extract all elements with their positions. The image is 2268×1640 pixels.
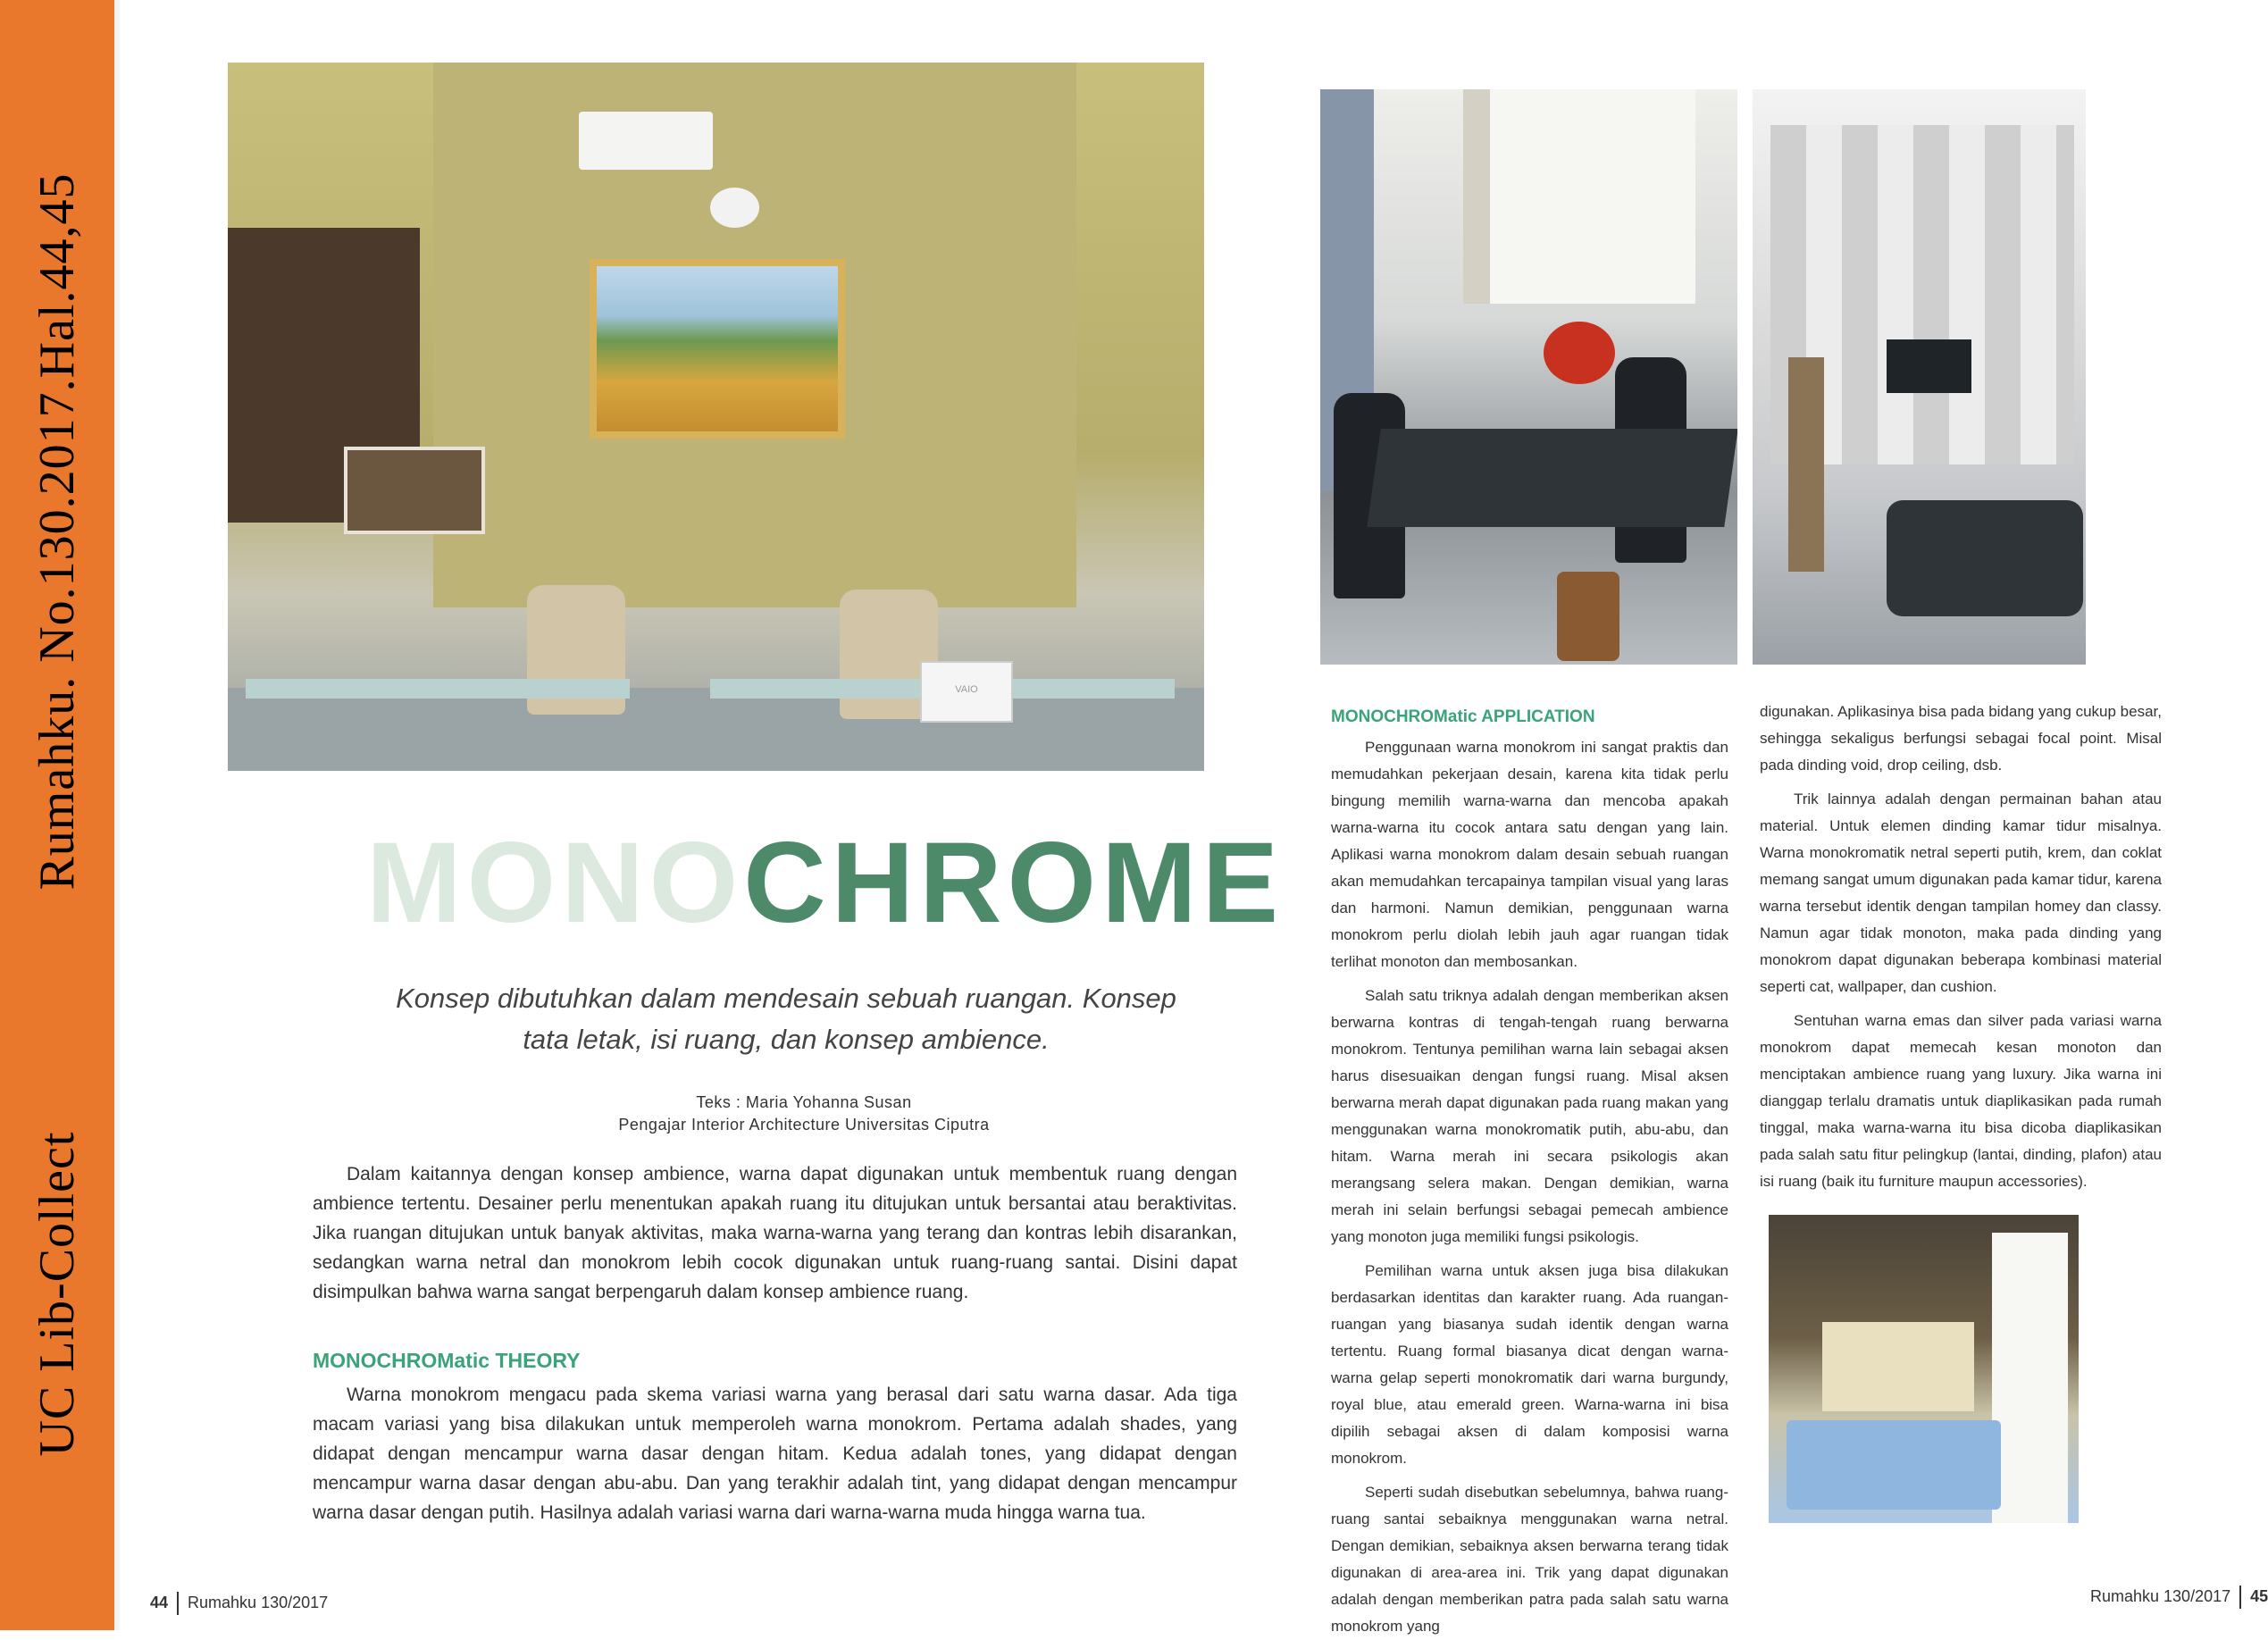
heading-theory: MONOCHROMatic THEORY [313, 1349, 581, 1372]
column-paragraph: Trik lainnya adalah dengan permainan bahan atau material. Untuk elemen dinding kamar tidur misalnya. Warna monokromatik netral seperti putih, krem, dan coklat memang sangat umum digunakan pada kamar tidur, karena warna tersebut identik dengan tampilan homey dan classy. Namun agar tidak monoton, maka pada dinding yang monokrom dapat digunakan beberapa kombinasi material seperti cat, wallpaper, dan cushion. [1760, 791, 2162, 995]
column-paragraph: Sentuhan warna emas dan silver pada variasi warna monokrom dapat memecah kesan monoton dan menciptakan ambience ruang yang luxury. Jika warna ini dianggap terlalu dramatis untuk diaplikasikan pada rumah tinggal, maka warna-warna itu bisa dicoba diaplikasikan pada salah satu fitur pelingkup (lantai, dinding, plafon) atau isi ruang (baik itu furniture maupun accessories). [1760, 1012, 2162, 1190]
office-photo [228, 63, 1204, 771]
column-paragraph: digunakan. Aplikasinya bisa pada bidang yang cukup besar, sehingga sekaligus berfungsi sebagai focal point. Misal pada dinding void, drop ceiling, dsb. [1760, 703, 2162, 774]
red-flowers [1544, 322, 1615, 384]
magazine-issue-left: Rumahku 130/2017 [188, 1593, 329, 1611]
title-light-part: MONO [366, 819, 744, 947]
leather-sofa [1887, 500, 2083, 616]
blue-bed [1787, 1420, 2001, 1510]
heading-application: MONOCHROMatic APPLICATION [1331, 707, 1595, 726]
archive-sidebar [0, 0, 114, 1630]
sidebar-edge [114, 0, 120, 1630]
laptop-brand: VAIO [955, 684, 978, 695]
footer-divider [2239, 1586, 2241, 1609]
application-paragraph: Pemilihan warna untuk aksen juga bisa dilakukan berdasarkan identitas dan karakter ruang. Ada ruangan-ruangan yang biasanya sudah identik dengan warna tertentu. Ruang formal biasanya dicat dengan warna-warna gelap seperti monokromatik dari warna burgundy, royal blue, atau emerald green. Warna-warna ini bisa dipilih sebagai aksen di dalam komposisi warna monokrom. [1331, 1262, 1728, 1467]
application-paragraph: Seperti sudah disebutkan sebelumnya, bahwa ruang-ruang santai sebaiknya menggunakan warna netral. Dengan demikian, sebaiknya aksen berwarna terang tidak digunakan di area-area ini. Trik yang dapat digunakan adalah dengan memberikan patra pada salah satu warna monokrom yang [1331, 1484, 1728, 1635]
third-column [1760, 699, 2162, 1195]
air-conditioner [579, 112, 713, 170]
application-paragraph: Salah satu triknya adalah dengan memberikan aksen berwarna kontras di tengah-tengah ruang berwarna monokrom. Tentunya pemilihan warna lain sebagai aksen harus disesuaikan dengan fungsi ruang. Misal aksen berwarna merah dapat digunakan pada ruang makan yang menggunakan warna monokromatik putih, abu-abu, dan hitam. Warna merah ini secara psikologis akan merangsang selera makan. Dengan demikian, warna merah ini selain berfungsi sebagai pemecah ambience yang monoton juga memiliki fungsi psikologis. [1331, 987, 1728, 1245]
footer-divider [177, 1592, 179, 1615]
kitchen-cabinet [1463, 89, 1695, 304]
paragraph-ambience: Dalam kaitannya dengan konsep ambience, warna dapat digunakan untuk membentuk ruang dengan ambience tertentu. Desainer perlu menentukan apakah ruang itu ditujukan untuk bersantai atau beraktivitas. Jika ruangan ditujukan untuk banyak aktivitas, maka warna-warna yang terang dan kontras lebih disarankan, sedangkan warna netral dan monokrom lebih cocok digunakan untuk ruang-ruang santai. Disini dapat disimpulkan bahwa warna sangat berpengaruh dalam konsep ambience ruang. [313, 1164, 1237, 1302]
article-title [366, 819, 1285, 947]
page-number-left: 44 [150, 1593, 169, 1611]
application-column [1331, 734, 1728, 1640]
application-paragraph: Penggunaan warna monokrom ini sangat praktis dan memudahkan pekerjaan desain, karena kita tidak perlu bingung memilih warna-warna dan mencoba apakah warna-warna itu cocok antara satu dengan yang lain. Aplikasi warna monokrom dalam desain sebuah ruangan akan memudahkan tercapainya tampilan visual yang laras dan harmoni. Namun demikian, penggunaan warna monokrom perlu diolah lebih jauh agar ruangan tidak terlihat monoton dan membosankan. [1331, 739, 1728, 970]
author-line: Teks : Maria Yohanna Susan [696, 1093, 912, 1111]
wood-stool [1557, 572, 1619, 661]
decor-stand [1788, 357, 1824, 572]
paragraph-theory: Warna monokrom mengacu pada skema variasi warna yang berasal dari satu warna dasar. Ada tiga macam variasi yang bisa dilakukan untuk memperoleh warna monokrom. Pertama adalah shades, yang didapat dengan mencampur warna dasar dengan hitam. Kedua adalah tones, yang didapat dengan mencampur warna dasar dengan abu-abu. Dan yang terakhir adalah tint, yang didapat dengan mencampur warna dasar dengan putih. Hasilnya adalah variasi warna dari warna-warna muda hingga warna tua. [313, 1385, 1237, 1523]
glass-desk-left [246, 679, 630, 699]
rice-field-painting [590, 259, 845, 439]
headboard [1822, 1322, 1974, 1411]
author-credit [572, 1092, 1036, 1136]
page-number-right: 45 [2250, 1586, 2268, 1605]
white-door [1992, 1233, 2068, 1523]
author-affiliation: Pengajar Interior Architecture Universitas Ciputra [618, 1116, 990, 1134]
article-intro: Konsep dibutuhkan dalam mendesain sebuah ruangan. Konsep tata letak, isi ruang, dan konsep ambience. [396, 983, 1176, 1055]
sidebar-label [29, 172, 86, 1456]
dining-room-photo [1320, 89, 1737, 665]
television [1887, 339, 1971, 393]
sidebar-library-label: UC Lib-Collect [29, 1131, 85, 1457]
title-dark-part: CHROME [743, 819, 1285, 947]
wall-shelf [344, 447, 485, 534]
footer-left [150, 1592, 328, 1615]
glass-dining-table [1367, 429, 1737, 527]
living-room-photo [1753, 89, 2086, 665]
laptop [920, 661, 1013, 723]
ceiling-lamp [710, 188, 759, 228]
bedroom-photo [1769, 1215, 2079, 1523]
magazine-issue-right: Rumahku 130/2017 [2090, 1586, 2231, 1605]
footer-right [2090, 1586, 2268, 1609]
sidebar-citation: Rumahku. No.130.2017.Hal.44,45 [29, 172, 85, 891]
office-floor [228, 688, 1204, 771]
